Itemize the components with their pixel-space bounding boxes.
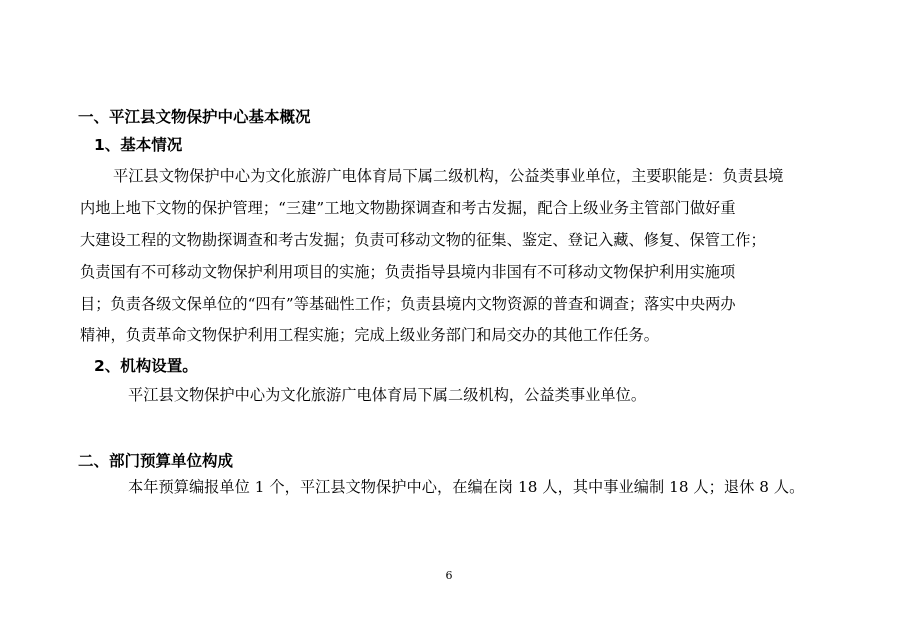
paragraph-line: 精神，负责革命文物保护利用工程实施；完成上级业务部门和局交办的其他工作任务。 <box>80 326 660 344</box>
paragraph-line: 目；负责各级文保单位的“四有”等基础性工作；负责县境内文物资源的普查和调查；落实中央两办 <box>80 295 736 313</box>
paragraph-line: 本年预算编报单位 1 个，平江县文物保护中心，在编在岗 18 人，其中事业编制 18 人；退休 8 人。 <box>128 478 805 496</box>
section-1-heading: 一、平江县文物保护中心基本概况 <box>78 108 311 126</box>
section-2-heading: 二、部门预算单位构成 <box>78 452 234 470</box>
paragraph-line: 平江县文物保护中心为文化旅游广电体育局下属二级机构，公益类事业单位。 <box>128 386 647 404</box>
paragraph-line: 负责国有不可移动文物保护利用项目的实施；负责指导县境内非国有不可移动文物保护利用实施项 <box>80 263 736 281</box>
subsection-basic-info-heading: 1、基本情况 <box>94 136 183 154</box>
page-number: 6 <box>445 569 453 582</box>
paragraph-line: 大建设工程的文物勘探调查和考古发掘；负责可移动文物的征集、鉴定、登记入藏、修复、保管工作； <box>80 231 766 249</box>
subsection-organization-heading: 2、机构设置。 <box>94 357 198 375</box>
paragraph-line: 平江县文物保护中心为文化旅游广电体育局下属二级机构，公益类事业单位，主要职能是：负责县境 <box>113 167 784 185</box>
paragraph-line: 内地上地下文物的保护管理；“三建”工地文物勘探调查和考古发掘，配合上级业务主管部门做好重 <box>80 199 736 217</box>
